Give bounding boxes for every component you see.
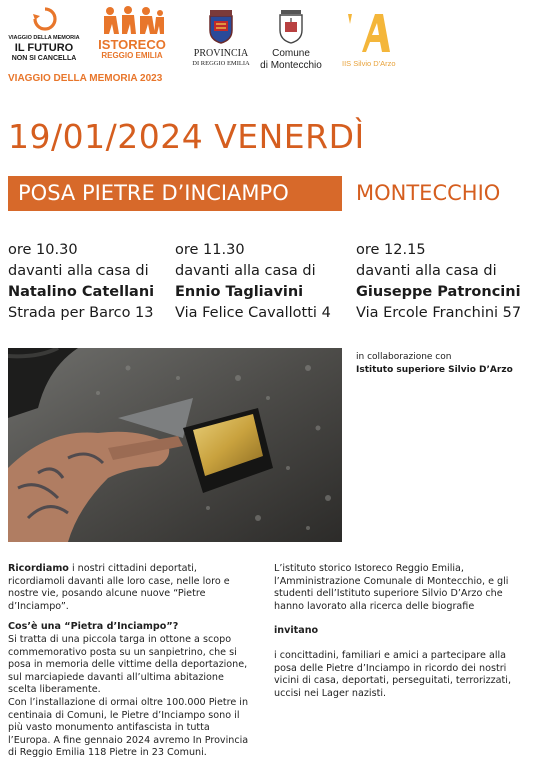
left-p1-rest: i nostri cittadini deportati, ricordiamoli davanti alle loro case, nelle loro e nostre vie, posando alcune nuove “Pietre d’Inciampo”. (8, 563, 230, 612)
right-p2: i concittadini, familiari e amici a partecipare alla posa delle Pietre d’Inciampo in ricordo dei nostri vicini di casa, deportati, perseguitati, terrorizzati, uccisi nei Lager nazisti. (274, 649, 511, 699)
provincia-crest-icon (207, 10, 235, 44)
comune-logo (254, 8, 328, 70)
comune-logo-line2: di Montecchio (260, 60, 322, 71)
memoria-logo (8, 6, 80, 70)
stumbling-stone-photo (8, 348, 342, 542)
memoria-logo-line3: NON SI CANCELLA (11, 55, 77, 62)
right-p1: L’istituto storico Istoreco Reggio Emilia, l’Amministrazione Comunale di Montecchio, e gli studenti dell’Istituto superiore Silvio D’Arzo che hanno lavorato alla ricerca delle biografie (274, 563, 509, 612)
tagline: VIAGGIO DELLA MEMORIA 2023 (8, 73, 163, 84)
arzo-a-icon (342, 10, 392, 54)
stop-1 (8, 240, 173, 324)
collab-line2: Istituto superiore Silvio D’Arzo (356, 365, 513, 375)
left-p1-bold: Ricordiamo (8, 563, 69, 574)
memoria-logo-line1: VIAGGIO DELLA MEMORIA (8, 35, 80, 41)
stop-2 (175, 240, 345, 324)
collab-line1: in collaborazione con (356, 352, 452, 362)
stop-address: Strada per Barco 13 (8, 305, 154, 321)
provincia-logo (185, 10, 257, 70)
stop-name: Ennio Tagliavini (175, 284, 304, 300)
stop-time: ore 12.15 (356, 242, 426, 258)
left-p3: Con l’installazione di ormai oltre 100.000 Pietre in centinaia di Comuni, le Pietre d’Inciampo sono il più vasto monumento antifascista in tutta l’Europa. A fine gennaio 2024 avremo In Provincia di Reggio Emilia 118 Pietre in 23 Comuni. (8, 696, 249, 759)
arzo-logo-caption: IIS Silvio D'Arzo (342, 59, 396, 68)
istoreco-logo-line2: REGGIO EMILIA (101, 51, 163, 60)
comune-logo-line1: Comune (272, 48, 310, 59)
istoreco-logo-line1: ISTORECO (98, 37, 166, 52)
stop-name: Giuseppe Patroncini (356, 284, 521, 300)
stop-lead: davanti alla casa di (175, 263, 316, 279)
stop-lead: davanti alla casa di (356, 263, 497, 279)
left-p2: Si tratta di una piccola targa in ottone a scopo commemorativo posta su un sanpietrino, che si posa in memoria delle vittime della deportazione, sul marciapiede davanti all’ultima abitazione scelta liberamente. (8, 633, 248, 696)
stop-lead: davanti alla casa di (8, 263, 149, 279)
right-text-block (274, 563, 518, 700)
arzo-logo (338, 10, 408, 70)
istoreco-logo (96, 6, 168, 68)
circular-arrow-icon (30, 6, 60, 32)
cyclists-icon (98, 6, 166, 36)
provincia-logo-line2: DI REGGIO EMILIA (192, 60, 250, 67)
left-text-block (8, 563, 252, 760)
stop-time: ore 10.30 (8, 242, 78, 258)
stop-time: ore 11.30 (175, 242, 245, 258)
stop-name: Natalino Catellani (8, 284, 155, 300)
event-date: 19/01/2024 VENERDÌ (8, 117, 365, 156)
event-banner: POSA PIETRE D’INCIAMPO (8, 176, 342, 211)
provincia-logo-line1: PROVINCIA (193, 48, 249, 59)
left-q-heading: Cos’è una “Pietra d’Inciampo”? (8, 621, 179, 633)
stop-3 (356, 240, 544, 324)
memoria-logo-line2: IL FUTURO (14, 42, 74, 54)
comune-crest-icon (277, 8, 305, 44)
right-invite: invitano (274, 625, 319, 637)
stop-address: Via Ercole Franchini 57 (356, 305, 522, 321)
event-place: MONTECCHIO (356, 181, 501, 205)
collaboration-note (356, 351, 513, 377)
stop-address: Via Felice Cavallotti 4 (175, 305, 331, 321)
